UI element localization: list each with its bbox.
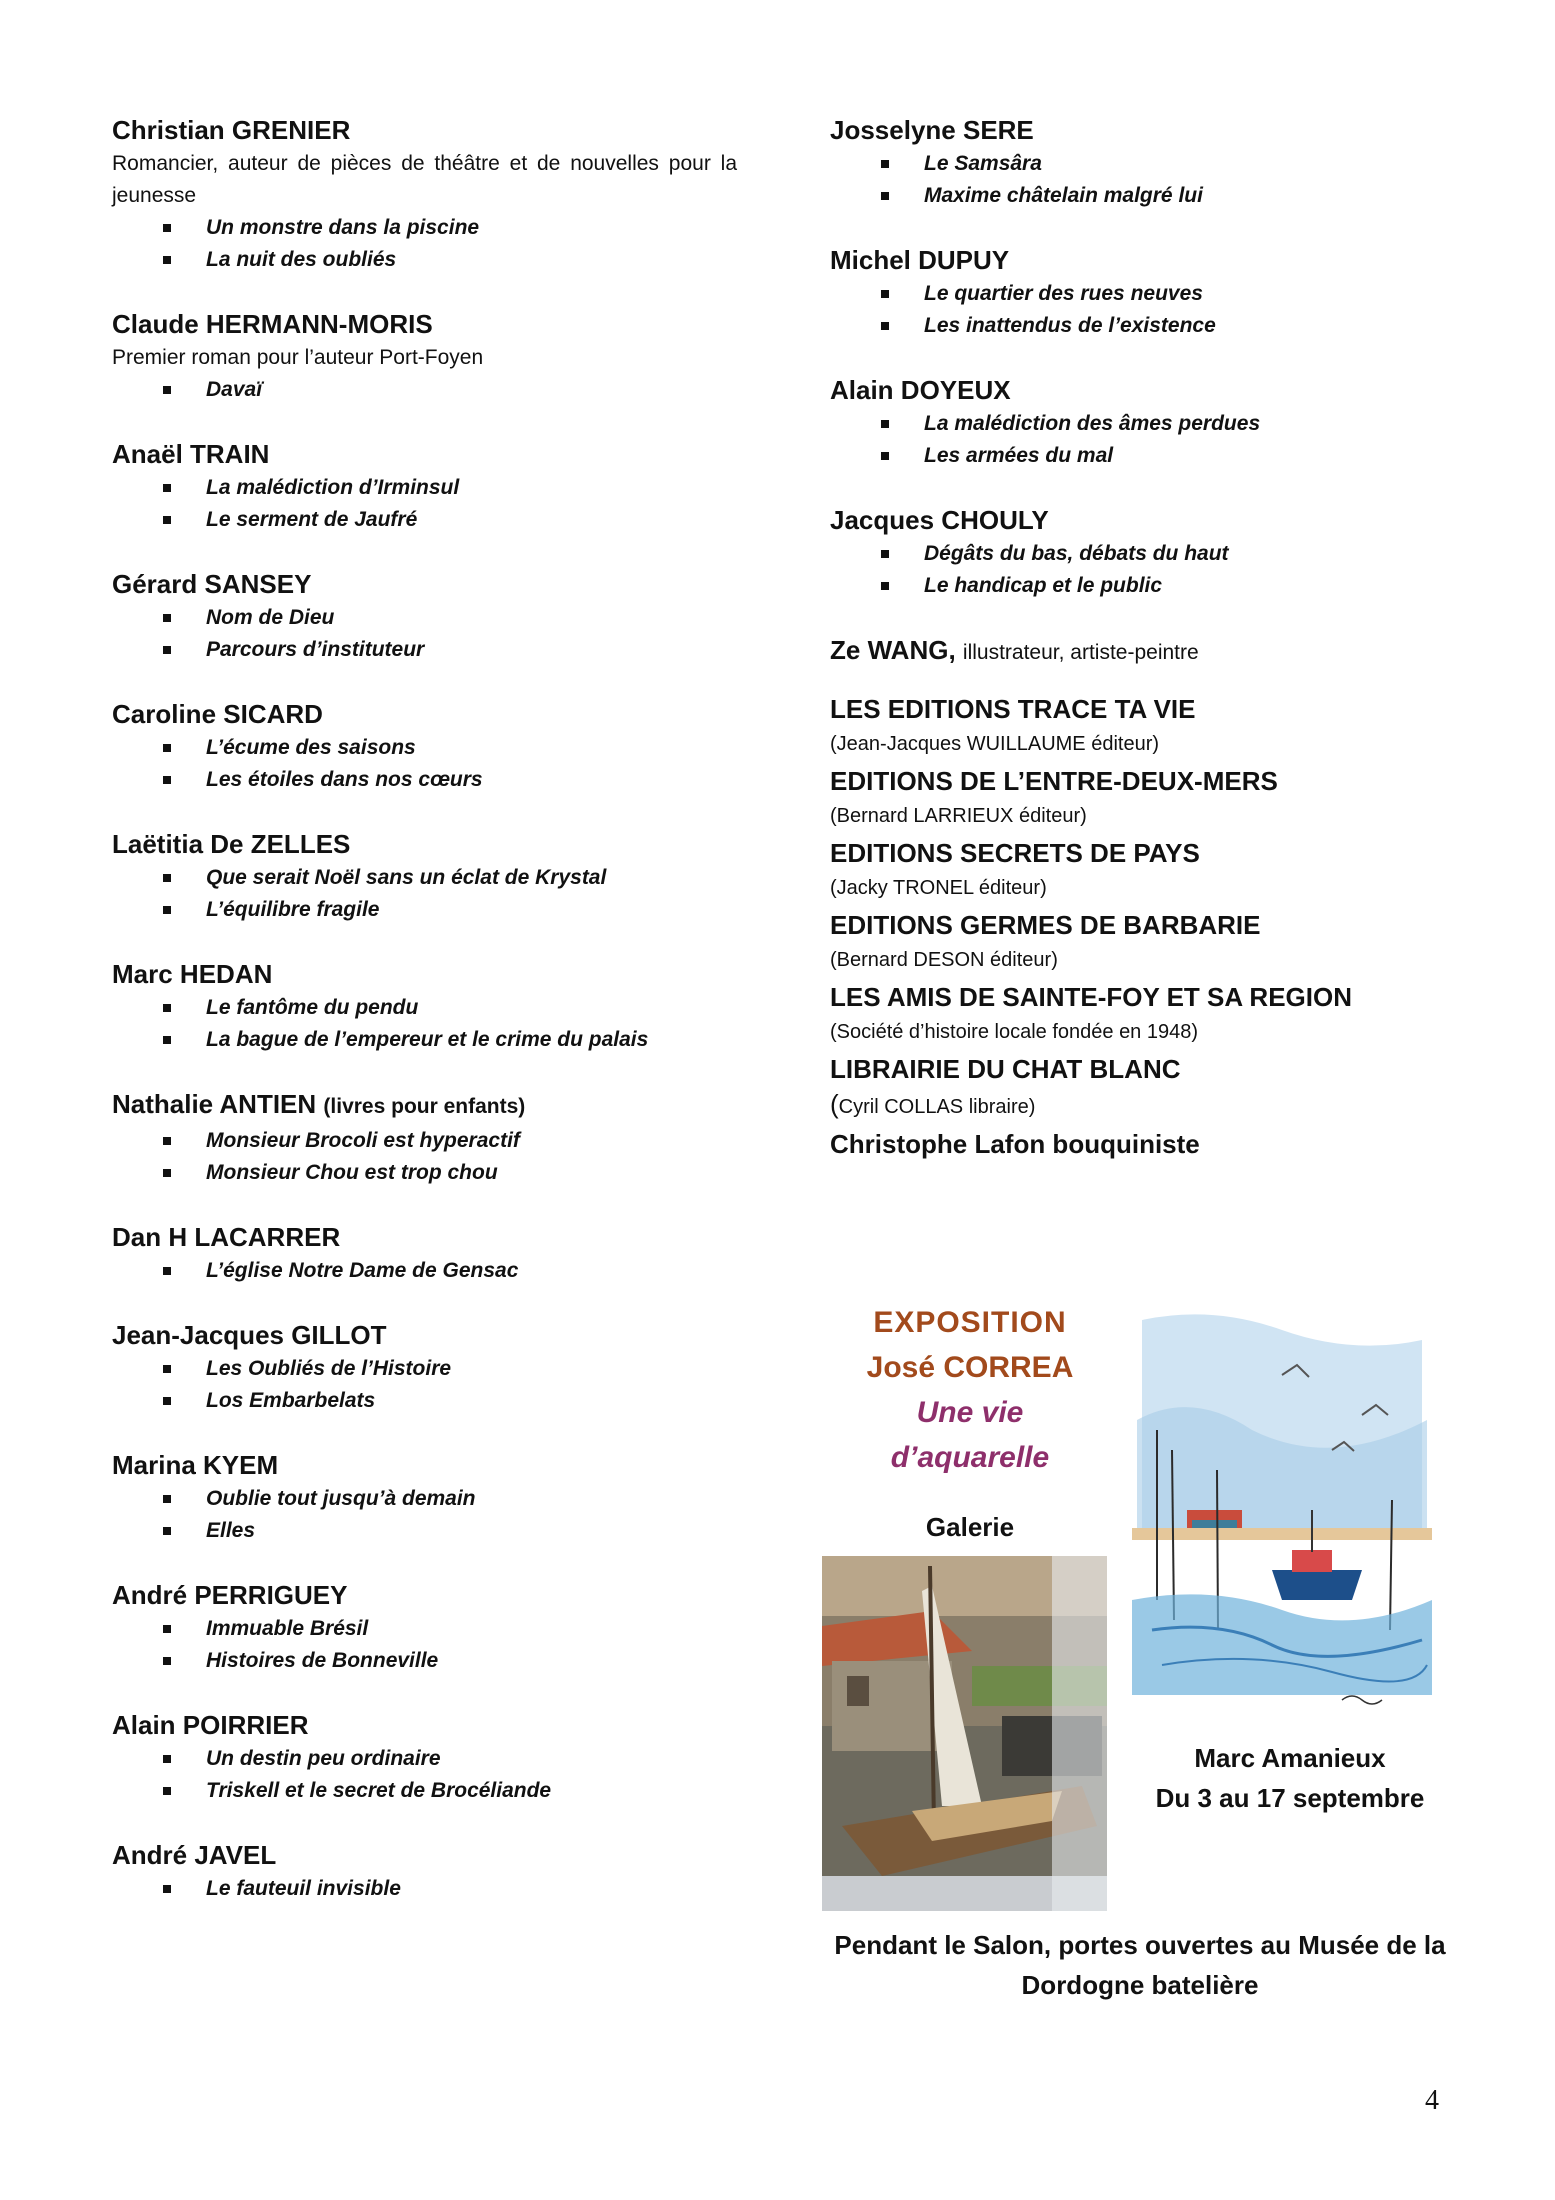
author-name xyxy=(112,1317,737,1353)
author-name-text: André JAVEL xyxy=(112,1840,277,1870)
book-list xyxy=(112,862,737,926)
author-name xyxy=(112,306,737,342)
publisher-note xyxy=(830,943,1470,977)
author-entry xyxy=(112,826,737,926)
book-list xyxy=(112,374,737,406)
publisher-note-text: (Bernard DESON éditeur) xyxy=(830,949,1058,971)
book-title: Dégâts du bas, débats du haut xyxy=(830,538,1470,570)
book-list xyxy=(112,1353,737,1417)
left-column xyxy=(112,112,737,1935)
book-title: La nuit des oubliés xyxy=(112,244,737,276)
publisher-name: EDITIONS GERMES DE BARBARIE xyxy=(830,910,1261,940)
author-entry xyxy=(112,1086,737,1189)
author-name-text: Josselyne SERE xyxy=(830,115,1034,145)
publisher-note-text: (Jean-Jacques WUILLAUME éditeur) xyxy=(830,733,1160,755)
author-entry xyxy=(112,1219,737,1287)
author-name-text: Jean-Jacques GILLOT xyxy=(112,1320,387,1350)
author-name-text: Christian GRENIER xyxy=(112,115,351,145)
publisher-note-text: (Jacky TRONEL éditeur) xyxy=(830,877,1047,899)
publisher-note xyxy=(830,727,1470,761)
book-list xyxy=(112,1873,737,1905)
author-name xyxy=(112,1086,737,1125)
publisher-name: LIBRAIRIE DU CHAT BLANC xyxy=(830,1054,1181,1084)
book-title: Parcours d’instituteur xyxy=(112,634,737,666)
author-name xyxy=(112,1707,737,1743)
publisher-name: LES EDITIONS TRACE TA VIE xyxy=(830,694,1196,724)
book-title: Nom de Dieu xyxy=(112,602,737,634)
book-title: Histoires de Bonneville xyxy=(112,1645,737,1677)
book-list xyxy=(112,1483,737,1547)
book-title: Le fantôme du pendu xyxy=(112,992,737,1024)
publisher-note xyxy=(830,799,1470,833)
author-name-text: Claude HERMANN-MORIS xyxy=(112,309,433,339)
author-name-text: Gérard SANSEY xyxy=(112,569,312,599)
book-list xyxy=(112,602,737,666)
author-name-text: Ze WANG, xyxy=(830,635,956,665)
book-list xyxy=(112,212,737,276)
author-note: (livres pour enfants) xyxy=(323,1095,526,1118)
author-name-text: Marc HEDAN xyxy=(112,959,273,989)
publisher-name: Christophe Lafon bouquiniste xyxy=(830,1129,1200,1159)
author-name-text: Anaël TRAIN xyxy=(112,439,270,469)
author-entry xyxy=(112,1837,737,1905)
author-entry xyxy=(112,1447,737,1547)
book-title: Monsieur Chou est trop chou xyxy=(112,1157,737,1189)
publisher-note xyxy=(830,1015,1470,1049)
book-title: La malédiction d’Irminsul xyxy=(112,472,737,504)
publisher-note-text: (Bernard LARRIEUX éditeur) xyxy=(830,805,1087,827)
watercolor-painting xyxy=(1132,1300,1432,1725)
publisher-name: LES AMIS DE SAINTE-FOY ET SA REGION xyxy=(830,982,1352,1012)
author-entry xyxy=(830,502,1470,602)
publishers-list xyxy=(830,691,1470,1162)
author-entry xyxy=(830,372,1470,472)
author-name xyxy=(112,1219,737,1255)
book-title: Les Oubliés de l’Histoire xyxy=(112,1353,737,1385)
expo-subtitle-2: d’aquarelle xyxy=(890,1441,1050,1474)
boat-model-photo xyxy=(822,1556,1107,1911)
book-list xyxy=(112,732,737,796)
author-name-text: Alain POIRRIER xyxy=(112,1710,309,1740)
book-title: Davaï xyxy=(112,374,737,406)
book-list xyxy=(112,1125,737,1189)
book-title: Triskell et le secret de Brocéliande xyxy=(112,1775,737,1807)
book-title: Les étoiles dans nos cœurs xyxy=(112,764,737,796)
author-name xyxy=(830,372,1470,408)
book-title: La bague de l’empereur et le crime du palais xyxy=(112,1024,737,1056)
expo-subtitle-1: Une vie xyxy=(916,1396,1024,1429)
book-title: Maxime châtelain malgré lui xyxy=(830,180,1470,212)
author-name xyxy=(830,112,1470,148)
book-title: Le fauteuil invisible xyxy=(112,1873,737,1905)
book-list xyxy=(830,538,1470,602)
exhibition-dates: Du 3 au 17 septembre xyxy=(1155,1783,1425,1813)
author-description: Premier roman pour l’auteur Port-Foyen xyxy=(112,346,484,369)
author-entry xyxy=(112,956,737,1056)
book-title: L’église Notre Dame de Gensac xyxy=(112,1255,737,1287)
book-list xyxy=(112,472,737,536)
expo-artist-name: José CORREA xyxy=(866,1351,1074,1384)
book-title: Les inattendus de l’existence xyxy=(830,310,1470,342)
book-title: Le quartier des rues neuves xyxy=(830,278,1470,310)
author-name-text: Caroline SICARD xyxy=(112,699,323,729)
book-title: Le Samsâra xyxy=(830,148,1470,180)
author-name xyxy=(830,632,1470,671)
artist-name: Marc Amanieux xyxy=(1194,1743,1386,1773)
author-name xyxy=(830,502,1470,538)
author-entry xyxy=(830,242,1470,342)
author-name xyxy=(112,1447,737,1483)
book-title: Elles xyxy=(112,1515,737,1547)
author-name-text: Alain DOYEUX xyxy=(830,375,1011,405)
author-name xyxy=(112,826,737,862)
author-description: Romancier, auteur de pièces de théâtre et de nouvelles pour la jeunesse xyxy=(112,152,737,207)
author-entry xyxy=(112,112,737,276)
book-list xyxy=(830,148,1470,212)
expo-title: EXPOSITION xyxy=(873,1306,1067,1339)
author-name-text: Michel DUPUY xyxy=(830,245,1010,275)
author-entry xyxy=(112,1317,737,1417)
author-name xyxy=(112,696,737,732)
book-list xyxy=(830,408,1470,472)
publisher-note xyxy=(830,871,1470,905)
author-name xyxy=(830,242,1470,278)
author-name xyxy=(112,956,737,992)
author-entry xyxy=(112,436,737,536)
book-title: Monsieur Brocoli est hyperactif xyxy=(112,1125,737,1157)
author-name-text: Jacques CHOULY xyxy=(830,505,1049,535)
book-list xyxy=(830,278,1470,342)
book-title: Un monstre dans la piscine xyxy=(112,212,737,244)
author-role: illustrateur, artiste-peintre xyxy=(962,641,1199,664)
galerie-label: Galerie xyxy=(925,1512,1015,1542)
author-name-text: Nathalie ANTIEN xyxy=(112,1089,317,1119)
author-name-text: Dan H LACARRER xyxy=(112,1222,341,1252)
author-entry xyxy=(830,112,1470,212)
museum-note: Pendant le Salon, portes ouvertes au Musée de la Dordogne batelière xyxy=(834,1930,1446,2000)
book-title: L’écume des saisons xyxy=(112,732,737,764)
author-entry xyxy=(112,306,737,406)
author-entry xyxy=(112,566,737,666)
author-entry xyxy=(112,1707,737,1807)
book-title: Los Embarbelats xyxy=(112,1385,737,1417)
author-name xyxy=(112,1837,737,1873)
book-title: Un destin peu ordinaire xyxy=(112,1743,737,1775)
book-title: L’équilibre fragile xyxy=(112,894,737,926)
book-list xyxy=(112,1743,737,1807)
author-name xyxy=(112,566,737,602)
book-title: Que serait Noël sans un éclat de Krystal xyxy=(112,862,737,894)
author-entry xyxy=(112,696,737,796)
book-list xyxy=(112,992,737,1056)
page-number: 4 xyxy=(1425,2085,1439,2116)
book-list xyxy=(112,1613,737,1677)
publisher-note-text: (Société d’histoire locale fondée en 1948) xyxy=(830,1021,1199,1043)
author-name xyxy=(112,436,737,472)
book-title: Immuable Brésil xyxy=(112,1613,737,1645)
book-title: Le serment de Jaufré xyxy=(112,504,737,536)
publisher-name: EDITIONS SECRETS DE PAYS xyxy=(830,838,1200,868)
author-name-text: Marina KYEM xyxy=(112,1450,279,1480)
right-column xyxy=(830,112,1470,1162)
publisher-note-paren: ( xyxy=(830,1089,839,1119)
book-list xyxy=(112,1255,737,1287)
publisher-note-text: Cyril COLLAS libraire) xyxy=(838,1096,1036,1118)
right-authors xyxy=(830,112,1470,602)
book-title: Les armées du mal xyxy=(830,440,1470,472)
book-title: La malédiction des âmes perdues xyxy=(830,408,1470,440)
author-ze-wang xyxy=(830,632,1470,671)
author-name xyxy=(112,1577,737,1613)
book-title: Le handicap et le public xyxy=(830,570,1470,602)
author-entry xyxy=(112,1577,737,1677)
author-name-text: André PERRIGUEY xyxy=(112,1580,348,1610)
publisher-name: EDITIONS DE L’ENTRE-DEUX-MERS xyxy=(830,766,1278,796)
author-name xyxy=(112,112,737,148)
author-name-text: Laëtitia De ZELLES xyxy=(112,829,351,859)
book-title: Oublie tout jusqu’à demain xyxy=(112,1483,737,1515)
publisher-note xyxy=(830,1087,1470,1124)
